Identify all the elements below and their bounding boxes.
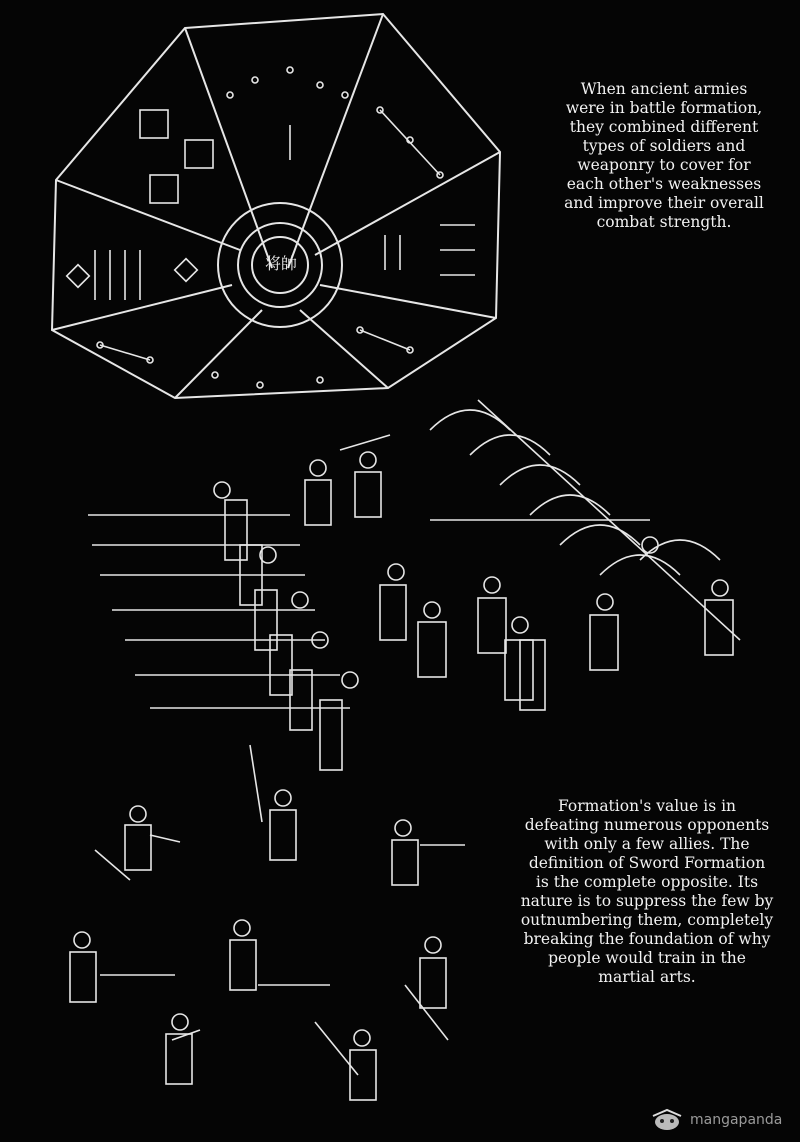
- caption-line: and improve their overall: [564, 194, 764, 212]
- caption-line: were in battle formation,: [565, 99, 763, 117]
- caption-bottom: [512, 797, 782, 987]
- caption-line: breaking the foundation of why: [523, 930, 771, 948]
- caption-line: combat strength.: [596, 213, 732, 231]
- caption-line: people would train in the: [548, 949, 746, 967]
- caption-top: [548, 80, 780, 232]
- caption-line: When ancient armies: [580, 80, 748, 98]
- caption-line: defeating numerous opponents: [524, 816, 770, 834]
- army-formation: [88, 400, 740, 770]
- caption-line: martial arts.: [598, 968, 696, 986]
- caption-line: is the complete opposite. Its: [535, 873, 759, 891]
- caption-line: outnumbering them, completely: [520, 911, 774, 929]
- caption-line: each other's weaknesses: [566, 175, 762, 193]
- caption-line: types of soldiers and: [582, 137, 746, 155]
- caption-line: weaponry to cover for: [577, 156, 751, 174]
- watermark-text: mangapanda: [690, 1112, 783, 1128]
- caption-line: with only a few allies. The: [544, 835, 750, 853]
- panda-logo-icon: [650, 1108, 684, 1132]
- chart-center-label: 将帥: [264, 254, 297, 273]
- formation-chart: [52, 14, 500, 398]
- caption-line: definition of Sword Formation: [528, 854, 766, 872]
- caption-line: nature is to suppress the few by: [520, 892, 774, 910]
- caption-line: they combined different: [569, 118, 759, 136]
- watermark: [650, 1108, 782, 1132]
- caption-line: Formation's value is in: [557, 797, 737, 815]
- sword-formation: [70, 745, 465, 1100]
